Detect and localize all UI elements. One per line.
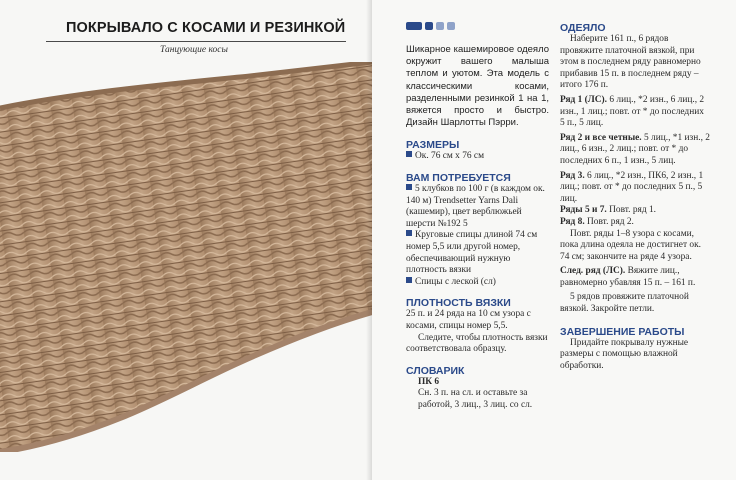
bullet-icon <box>406 230 412 236</box>
difficulty-mark-icon <box>406 22 422 30</box>
difficulty-mark-icon <box>436 22 444 30</box>
sizes-section <box>406 139 549 163</box>
finishing-heading: ЗАВЕРШЕНИЕ РАБОТЫ <box>560 325 685 338</box>
row-instruction <box>560 171 710 206</box>
row-text: Повт. ряд 1. <box>609 205 656 216</box>
row-instruction <box>560 133 710 168</box>
materials-section <box>406 172 549 288</box>
materials-item <box>406 184 549 230</box>
blanket-heading: ОДЕЯЛО <box>560 22 606 34</box>
difficulty-mark-icon <box>425 22 433 30</box>
materials-heading: ВАМ ПОТРЕБУЕТСЯ <box>406 172 511 185</box>
next-row-text: Вяжите лиц., равномерно убавляя 15 п. – 161 п. <box>560 266 696 288</box>
row-label: Ряд 1 (ЛС). <box>560 94 608 105</box>
materials-item-text: Круговые спицы длиной 74 см номер 5,5 или другой номер, обеспечивающий нужную плотность вязки <box>406 230 538 276</box>
row-instruction <box>560 217 710 229</box>
bullet-icon <box>406 151 412 157</box>
row-instruction <box>560 95 710 130</box>
sizes-heading: РАЗМЕРЫ <box>406 139 460 152</box>
bullet-icon <box>406 184 412 190</box>
finishing-text: Придайте покрывалу нужные размеры с помощью влажной обработки. <box>560 337 689 371</box>
row-label: Ряд 2 и все четные. <box>560 132 642 143</box>
row-text: 5 лиц., *1 изн., 2 лиц., 6 изн., 2 лиц.; повт. от * до последних 6 п., 1 изн., 5 лиц. <box>560 132 710 166</box>
intro-text: Шикарное кашемировое одеяло окружит вашего малыша теплом и уютом. Эта модель с классическими косами, разделенными резинкой 1 на 1, вяжется просто и быстро. Дизайн Шарлотты Пэрри. <box>406 44 549 129</box>
row-instruction <box>560 205 710 217</box>
glossary-section <box>406 365 549 412</box>
cast-on-text: Наберите 161 п., 6 рядов провяжите платочной вязкой, при этом в последнем ряду равномерно прибавив 15 п. в последнем ряду – итого 176 п. <box>560 34 701 91</box>
row-text: 6 лиц., *2 изн., ПК6, 2 изн., 1 лиц.; повт. от * до последних 5 п., 5 лиц. <box>560 170 704 204</box>
next-row-label: След. ряд (ЛС). <box>560 266 626 277</box>
row-label: Ряды 5 и 7. <box>560 205 607 216</box>
difficulty-mark-icon <box>447 22 455 30</box>
next-row-instruction <box>560 266 710 289</box>
materials-item <box>406 230 549 276</box>
right-column <box>560 22 710 372</box>
sizes-value: Ок. 76 см х 76 см <box>415 151 485 162</box>
finish-text: 5 рядов провяжите платочной вязкой. Закройте петли. <box>560 292 689 315</box>
row-text: 6 лиц., *2 изн., 6 лиц., 2 изн., 1 лиц.; повт. от * до последних 5 п., 5 лиц. <box>560 94 705 129</box>
bullet-icon <box>406 277 412 283</box>
left-column <box>406 22 549 412</box>
difficulty-indicator <box>406 22 549 30</box>
title-divider <box>46 41 346 42</box>
glossary-heading: СЛОВАРИК <box>406 364 465 377</box>
repeat-text: Повт. ряды 1–8 узора с косами, пока длина одеяла не достигнет ок. 74 см; закончите на ряде 4 узора. <box>560 228 701 262</box>
row-label: Ряд 8. <box>560 216 585 227</box>
row-text: Повт. ряд 2. <box>587 216 634 227</box>
materials-item-text: 5 клубков по 100 г (в каждом ок. 140 м) Trendsetter Yarns Dali (кашемир), цвет верблюжьей шерсти №192 5 <box>406 184 545 229</box>
row-label: Ряд 3. <box>560 170 585 181</box>
gauge-text: 25 п. и 24 ряда на 10 см узора с косами, спицы номер 5,5. <box>406 309 531 331</box>
materials-item-text: Спицы с леской (сл) <box>415 276 496 287</box>
gauge-section <box>406 297 549 355</box>
glossary-term: ПК 6 <box>418 376 440 387</box>
knitted-blanket-photo <box>0 62 372 452</box>
sizes-text <box>406 151 549 163</box>
gauge-heading: ПЛОТНОСТЬ ВЯЗКИ <box>406 297 511 310</box>
materials-item <box>406 277 549 289</box>
finishing-section <box>560 326 710 373</box>
glossary-definition: Сн. 3 п. на сл. и оставьте за работой, 3 лиц., 3 лиц. со сл. <box>418 388 533 410</box>
page-title: ПОКРЫВАЛО С КОСАМИ И РЕЗИНКОЙ <box>66 20 346 36</box>
gauge-note: Следите, чтобы плотность вязки соответствовала образцу. <box>406 332 548 355</box>
page-subtitle: Танцующие косы <box>160 45 228 55</box>
